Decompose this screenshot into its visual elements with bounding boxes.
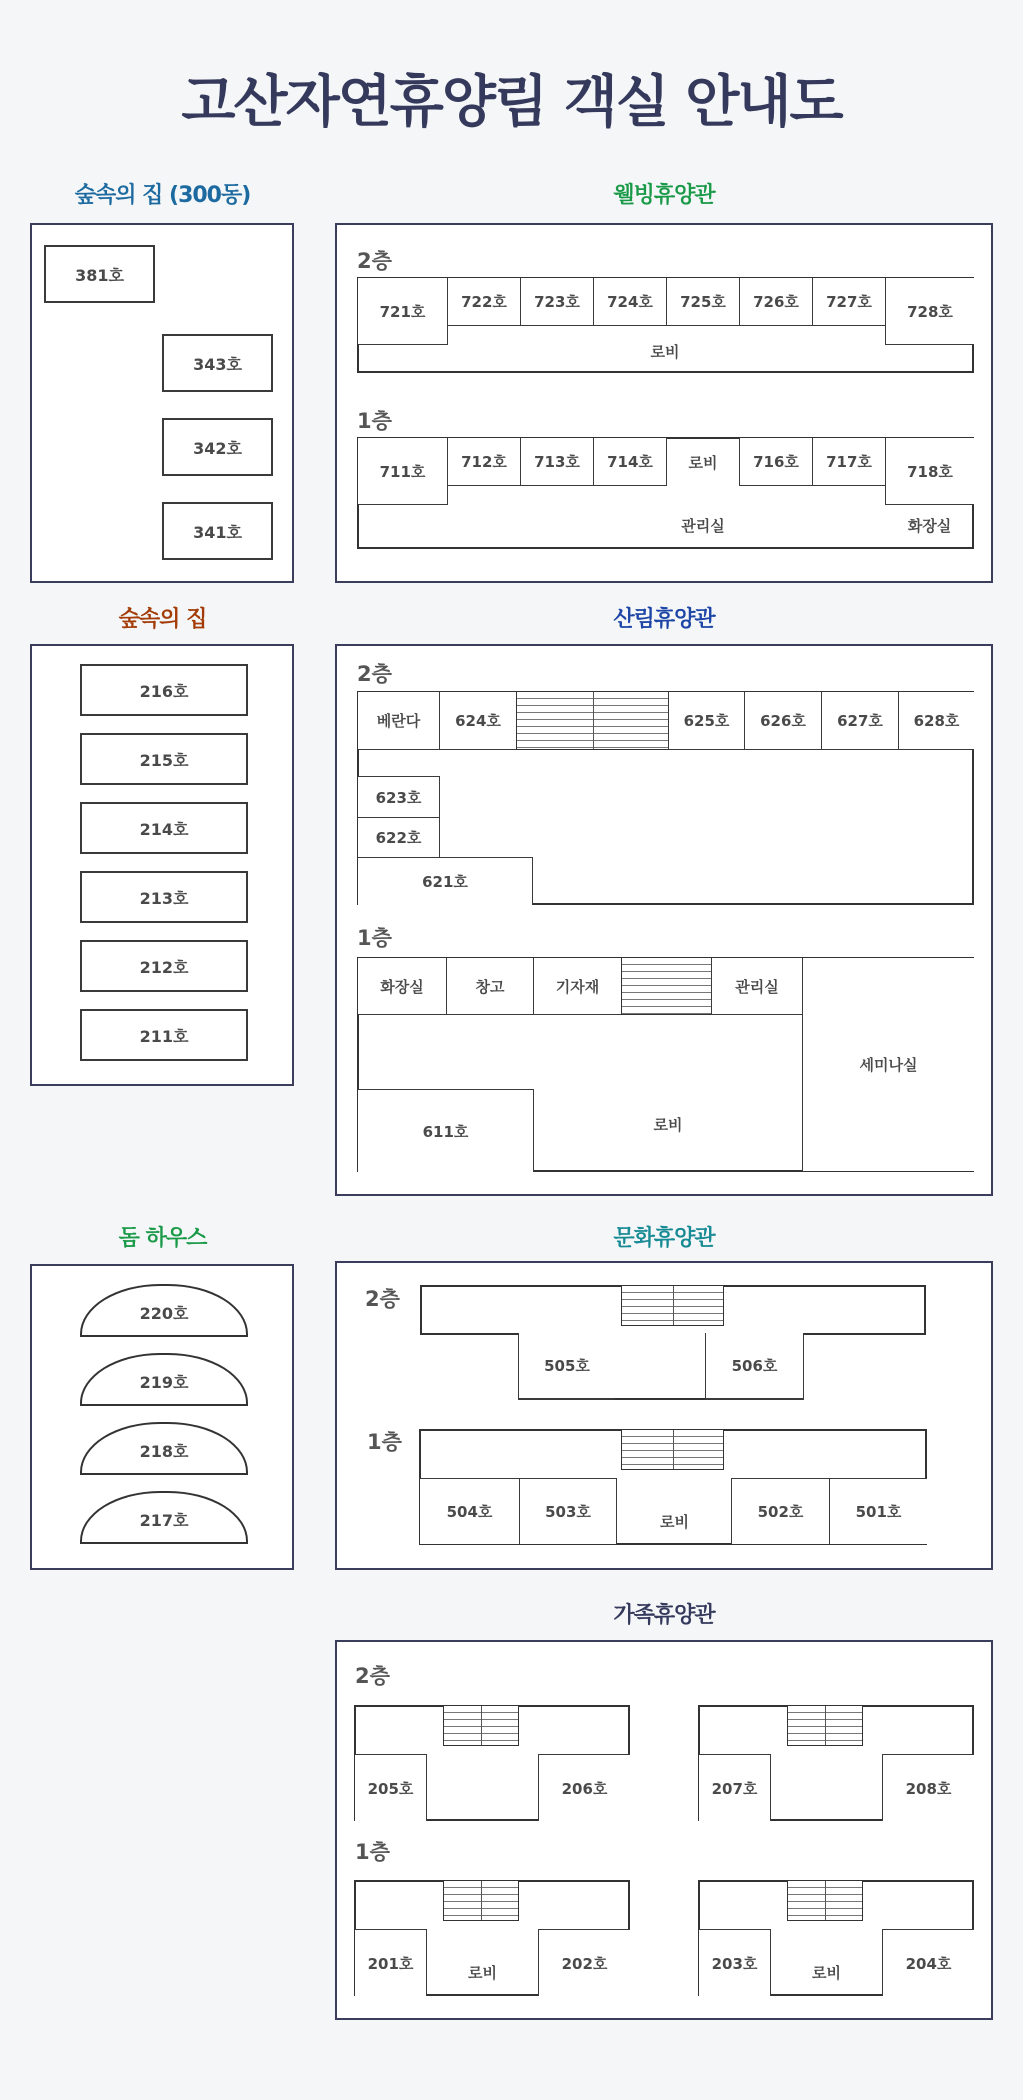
wellbeing-floor1-plan [357,437,974,549]
room-712[interactable]: 712호 [447,438,521,486]
room-201[interactable]: 201호 [355,1929,427,1996]
room-728[interactable]: 728호 [885,278,974,345]
section-title-sup300: 숲속의 집 (300동) [74,183,251,208]
room-207[interactable]: 207호 [699,1754,771,1821]
room-503[interactable]: 503호 [519,1478,617,1544]
panel-sanrim [335,644,993,1196]
family-floor2-left [354,1705,630,1821]
room-208[interactable]: 208호 [882,1754,974,1821]
room-714[interactable]: 714호 [593,438,667,486]
office: 관리실 [711,958,803,1015]
room-211[interactable]: 211호 [80,1009,248,1061]
room-711[interactable]: 711호 [358,438,448,505]
room-217[interactable]: 217호 [80,1491,248,1544]
room-611[interactable]: 611호 [358,1089,534,1172]
room-213[interactable]: 213호 [80,871,248,923]
room-220[interactable]: 220호 [80,1284,248,1337]
room-505[interactable]: 505호 [518,1333,616,1400]
panel-sup [30,644,294,1086]
room-381[interactable]: 381호 [44,245,155,303]
section-title-sanrim: 산림휴양관 [613,607,715,632]
storage: 창고 [446,958,534,1015]
section-title-wellbeing: 웰빙휴양관 [613,183,715,208]
room-726[interactable]: 726호 [739,278,813,326]
veranda: 베란다 [358,692,440,750]
seminar-room[interactable]: 세미나실 [802,958,974,1171]
room-721[interactable]: 721호 [358,278,448,345]
office-label: 관리실 [681,517,725,535]
floor-label-2: 2층 [365,1287,400,1311]
room-725[interactable]: 725호 [666,278,740,326]
stairs-icon [443,1881,519,1921]
room-724[interactable]: 724호 [593,278,667,326]
floor2-hall [615,1333,706,1400]
room-506[interactable]: 506호 [705,1333,804,1400]
munhwa-floor1-plan [419,1429,927,1545]
panel-sup300 [30,223,294,583]
section-title-dome: 돔 하우스 [118,1226,207,1251]
panel-dome [30,1264,294,1570]
floor-label-1: 1층 [357,409,392,433]
room-627[interactable]: 627호 [821,692,899,750]
room-341[interactable]: 341호 [162,502,273,560]
lobby-label: 로비 [653,1116,683,1134]
panel-family [335,1640,993,2020]
room-216[interactable]: 216호 [80,664,248,716]
family-floor2-right [698,1705,974,1821]
section-title-family: 가족휴양관 [613,1603,715,1628]
room-722[interactable]: 722호 [447,278,521,326]
room-626[interactable]: 626호 [744,692,822,750]
lobby-label: 로비 [660,1513,689,1531]
room-718[interactable]: 718호 [885,438,974,505]
room-717[interactable]: 717호 [812,438,886,486]
room-212[interactable]: 212호 [80,940,248,992]
section-title-munhwa: 문화휴양관 [613,1226,715,1251]
room-501[interactable]: 501호 [829,1478,927,1544]
room-214[interactable]: 214호 [80,802,248,854]
restroom-label: 화장실 [907,517,952,535]
room-621[interactable]: 621호 [358,857,533,905]
page-title: 고산자연휴양림 객실 안내도 [181,70,842,135]
room-502[interactable]: 502호 [731,1478,830,1544]
lobby-1f: 로비 [688,453,718,472]
room-202[interactable]: 202호 [538,1929,630,1996]
lobby-label: 로비 [468,1964,497,1982]
stairs-icon [787,1706,863,1746]
lobby-label: 로비 [812,1964,841,1982]
panel-munhwa [335,1261,993,1570]
panel-wellbeing [335,223,993,583]
room-343[interactable]: 343호 [162,334,273,392]
munhwa-floor2-corridor [420,1285,926,1335]
stairs-icon [621,1430,724,1470]
floor-label-2: 2층 [357,249,392,273]
room-203[interactable]: 203호 [699,1929,771,1996]
family-floor1-right [698,1880,974,1996]
room-342[interactable]: 342호 [162,418,273,476]
room-504[interactable]: 504호 [420,1478,520,1544]
lobby-label: 로비 [650,343,680,361]
restroom: 화장실 [358,958,447,1015]
stairs-icon [443,1706,519,1746]
room-622[interactable]: 622호 [358,817,440,858]
equipment-room: 기자재 [533,958,622,1015]
room-204[interactable]: 204호 [882,1929,974,1996]
room-624[interactable]: 624호 [439,692,517,750]
stairs-icon [787,1881,863,1921]
room-206[interactable]: 206호 [538,1754,630,1821]
room-205[interactable]: 205호 [355,1754,427,1821]
room-723[interactable]: 723호 [520,278,594,326]
floor-label-2: 2층 [355,1664,390,1688]
room-716[interactable]: 716호 [739,438,813,486]
stairs-icon [621,958,712,1015]
family-floor1-left [354,1880,630,1996]
floor-label-1: 1층 [355,1840,390,1864]
room-623[interactable]: 623호 [358,776,440,818]
floor-label-2: 2층 [357,662,392,686]
room-215[interactable]: 215호 [80,733,248,785]
floor-label-1: 1층 [357,926,392,950]
room-218[interactable]: 218호 [80,1422,248,1475]
stairs-icon [621,1286,724,1326]
room-628[interactable]: 628호 [898,692,974,750]
room-625[interactable]: 625호 [668,692,745,750]
sanrim-floor1-plan [357,957,974,1172]
room-219[interactable]: 219호 [80,1353,248,1406]
sanrim-floor2-plan [357,691,974,905]
room-713[interactable]: 713호 [520,438,594,486]
section-title-sup: 숲속의 집 [118,607,207,632]
floor-label-1: 1층 [367,1430,402,1454]
stairs-icon [516,692,669,750]
room-727[interactable]: 727호 [812,278,886,326]
wellbeing-floor2-plan [357,277,974,373]
